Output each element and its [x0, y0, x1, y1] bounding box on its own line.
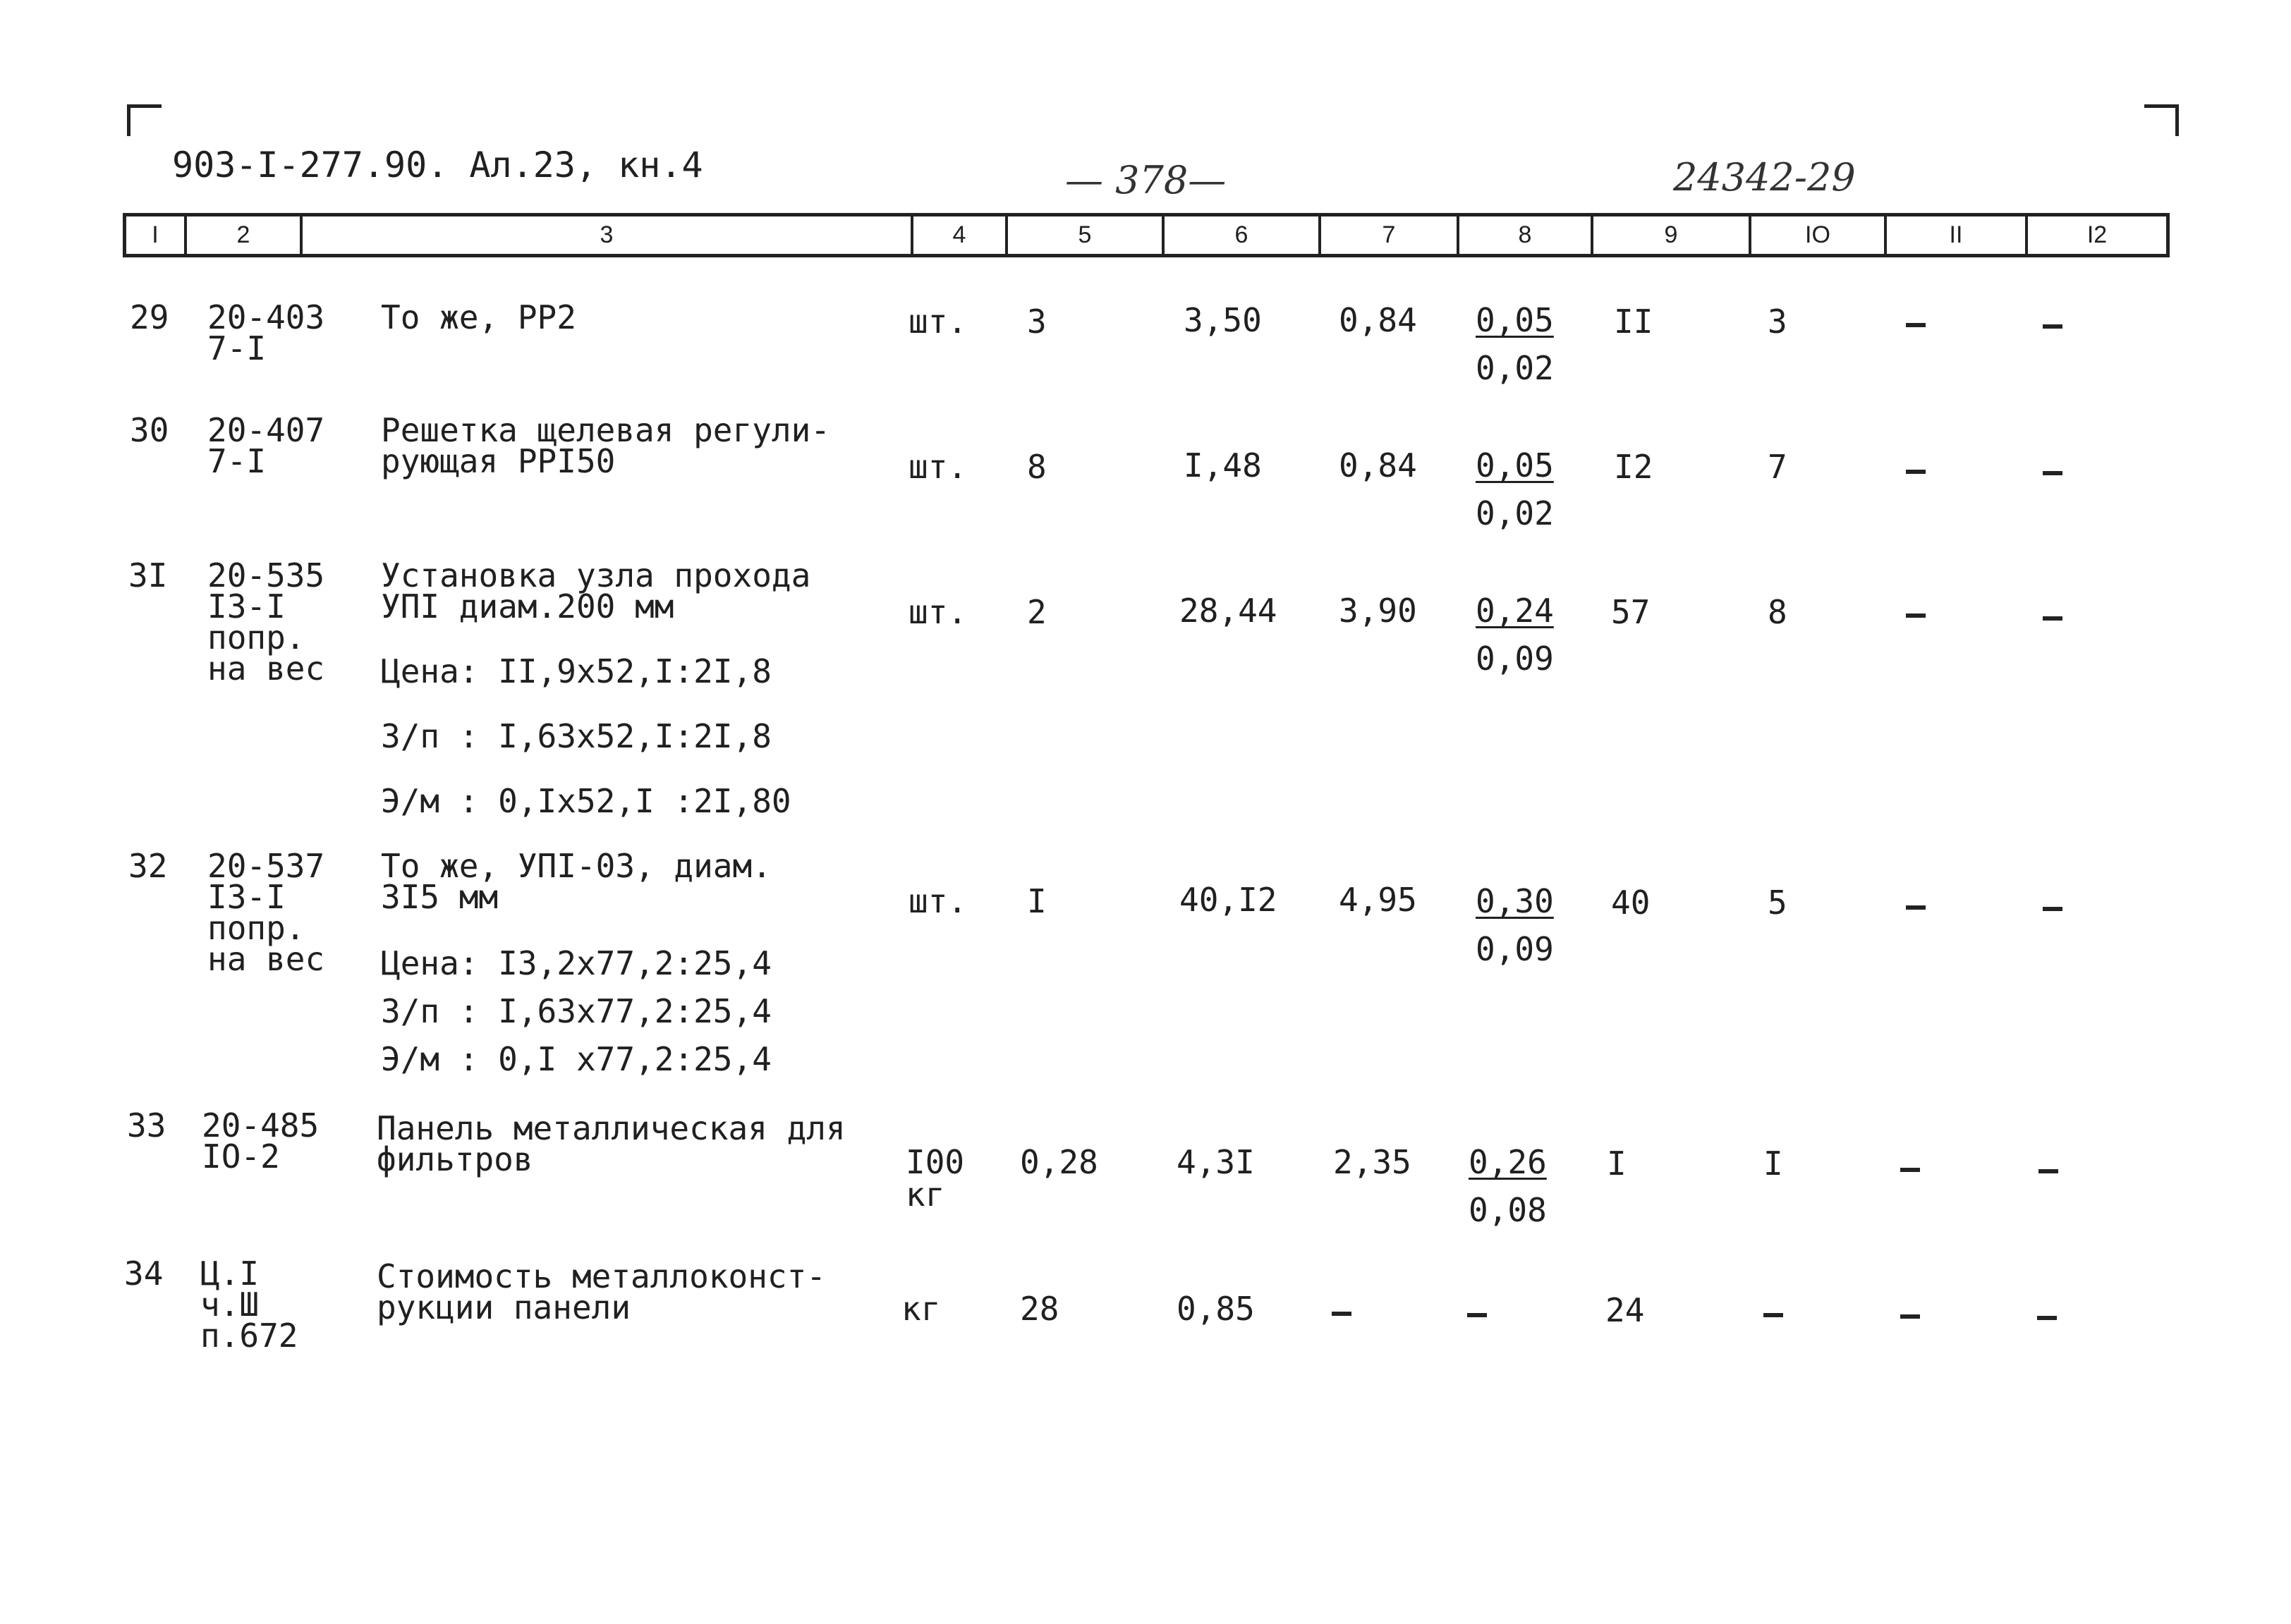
row-note: Цена: II,9х52,I:2I,8 [381, 652, 772, 690]
row-col9: II [1614, 303, 1653, 341]
row-code: Ц.I [200, 1254, 260, 1293]
row-col12-dash [2043, 471, 2062, 475]
row-col9: 40 [1611, 884, 1651, 922]
column-header: 3 [303, 216, 913, 254]
corner-mark-top-right [2144, 104, 2179, 136]
row-col12-dash [2043, 324, 2062, 329]
row-description: УПI диам.200 мм [381, 587, 674, 625]
row-unit: кг [901, 1290, 941, 1328]
row-number: 34 [124, 1254, 164, 1293]
row-code: 20-535 [207, 556, 325, 594]
corner-mark-top-left [127, 104, 162, 136]
row-col9: I [1607, 1144, 1627, 1183]
row-number: 29 [130, 298, 169, 336]
row-description: Панель металлическая для [377, 1109, 846, 1147]
document-reference: 903-I-277.90. Ал.23, кн.4 [172, 145, 703, 185]
row-col6: 0,85 [1177, 1290, 1255, 1328]
row-col7: 3,90 [1339, 592, 1417, 630]
row-col6: I,48 [1184, 446, 1262, 484]
row-col5: I [1027, 882, 1047, 920]
row-col5: 3 [1027, 303, 1047, 341]
row-code: I3-I [207, 587, 286, 625]
row-col10: 8 [1768, 593, 1787, 631]
row-number: 32 [128, 847, 168, 885]
row-col11-dash [1906, 470, 1926, 474]
row-code: 20-485 [202, 1106, 320, 1144]
row-unit: шт. [909, 593, 968, 631]
row-col8-bottom: 0,09 [1476, 640, 1554, 678]
row-code: 7-I [207, 329, 267, 367]
row-col6: 4,3I [1177, 1143, 1255, 1181]
row-col10: 5 [1768, 884, 1787, 922]
row-code: на вес [207, 649, 325, 688]
row-col11-dash [1900, 1168, 1920, 1172]
row-col12-dash [2037, 1316, 2057, 1320]
row-code: п.672 [200, 1317, 298, 1355]
row-col11-dash [1906, 323, 1926, 327]
column-header-row [123, 213, 2170, 257]
row-col11-dash [1900, 1314, 1920, 1319]
row-col8-dash [1467, 1313, 1487, 1317]
row-number: 30 [130, 411, 169, 449]
row-code: IO-2 [202, 1137, 280, 1176]
row-code: на вес [207, 940, 325, 978]
row-col8-bottom: 0,09 [1476, 930, 1554, 968]
row-col7: 0,84 [1339, 301, 1417, 339]
row-code: ч.Ш [200, 1286, 260, 1324]
row-col7: 0,84 [1339, 446, 1417, 484]
row-code: попр. [207, 618, 305, 657]
row-number: 3I [128, 556, 168, 594]
row-col9: 57 [1611, 593, 1651, 631]
row-col10-dash [1763, 1313, 1783, 1317]
row-col9: 24 [1605, 1291, 1645, 1329]
row-col8-top: 0,24 [1476, 592, 1554, 630]
row-code: попр. [207, 909, 305, 947]
column-header: 6 [1165, 216, 1321, 254]
row-col7: 4,95 [1339, 881, 1417, 919]
row-col8-top: 0,05 [1476, 301, 1554, 339]
row-note: Э/м : 0,Iх52,I :2I,80 [381, 782, 791, 820]
row-col11-dash [1906, 613, 1926, 618]
row-description: Стоимость металлоконст- [377, 1257, 826, 1295]
row-note: Э/м : 0,I х77,2:25,4 [381, 1040, 772, 1078]
row-note: З/п : I,63х77,2:25,4 [381, 992, 772, 1030]
row-col6: 3,50 [1184, 301, 1262, 339]
column-header: 4 [913, 216, 1008, 254]
column-header: 8 [1459, 216, 1593, 254]
column-header: 7 [1321, 216, 1459, 254]
row-col5: 2 [1027, 593, 1047, 631]
row-col11-dash [1906, 905, 1926, 910]
project-number: 24342-29 [1673, 155, 1856, 200]
row-unit: I00 [906, 1143, 965, 1181]
row-col5: 28 [1020, 1290, 1059, 1328]
row-code: 20-407 [207, 411, 325, 449]
column-header: 5 [1008, 216, 1165, 254]
row-col9: I2 [1614, 448, 1653, 486]
row-col12-dash [2043, 907, 2062, 911]
row-unit: шт. [909, 303, 968, 341]
row-col7-dash [1332, 1312, 1351, 1316]
row-col5: 8 [1027, 448, 1047, 486]
row-number: 33 [127, 1106, 166, 1144]
row-col8-top: 0,05 [1476, 446, 1554, 484]
row-note: Цена: I3,2х77,2:25,4 [381, 944, 772, 982]
row-unit: шт. [909, 882, 968, 920]
row-description: То же, УПI-03, диам. [381, 847, 772, 885]
row-col12-dash [2043, 616, 2062, 621]
column-header: II [1887, 216, 2028, 254]
row-description: рукции панели [377, 1288, 631, 1326]
row-code: 20-537 [207, 847, 325, 885]
row-col7: 2,35 [1333, 1143, 1411, 1181]
row-col10: I [1763, 1144, 1783, 1183]
row-col12-dash [2038, 1169, 2058, 1173]
column-header: 2 [187, 216, 303, 254]
row-description: Установка узла прохода [381, 556, 811, 594]
row-col6: 28,44 [1179, 592, 1277, 630]
row-col8-bottom: 0,08 [1469, 1191, 1547, 1229]
row-description: Решетка щелевая регули- [381, 411, 830, 449]
column-header: IO [1751, 216, 1887, 254]
row-code: 20-403 [207, 298, 325, 336]
column-header: I [126, 216, 187, 254]
row-description: 3I5 мм [381, 878, 499, 916]
row-description: фильтров [377, 1140, 533, 1178]
row-note: З/п : I,63х52,I:2I,8 [381, 717, 772, 755]
row-col8-bottom: 0,02 [1476, 349, 1554, 387]
row-unit: кг [906, 1176, 945, 1214]
row-unit: шт. [909, 448, 968, 486]
page-number: — 378— [1065, 158, 1227, 202]
row-col10: 3 [1768, 303, 1787, 341]
row-col10: 7 [1768, 448, 1787, 486]
row-col5: 0,28 [1020, 1143, 1098, 1181]
row-code: 7-I [207, 442, 267, 480]
row-col8-top: 0,26 [1469, 1143, 1547, 1181]
row-description: То же, РР2 [381, 298, 576, 336]
row-code: I3-I [207, 878, 286, 916]
column-header: I2 [2086, 221, 2108, 248]
row-col8-bottom: 0,02 [1476, 494, 1554, 532]
row-description: рующая РРI50 [381, 442, 616, 480]
row-col6: 40,I2 [1179, 881, 1277, 919]
column-header: 9 [1593, 216, 1751, 254]
row-col8-top: 0,30 [1476, 882, 1554, 920]
